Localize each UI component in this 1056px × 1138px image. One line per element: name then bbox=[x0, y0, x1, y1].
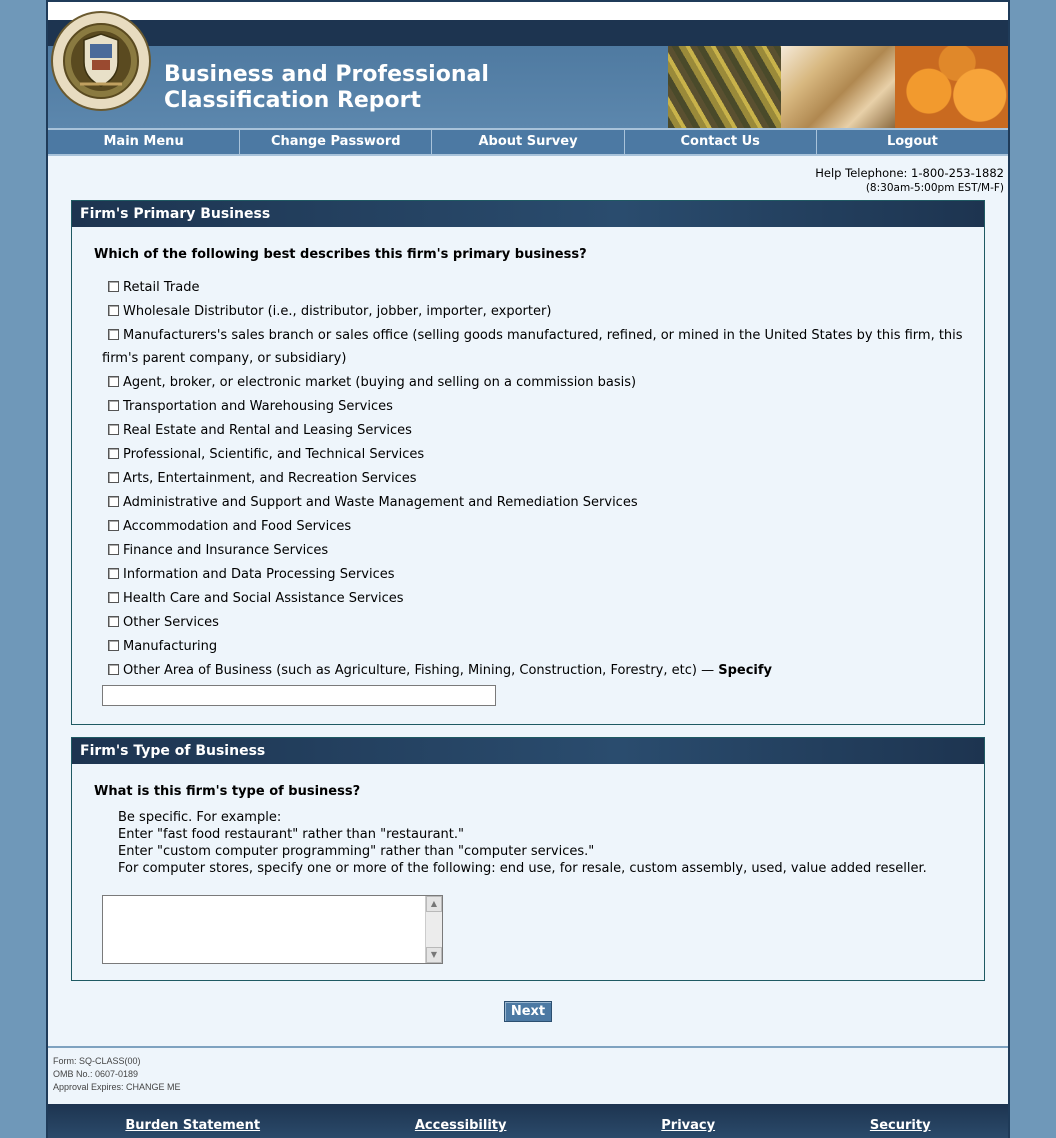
oranges-photo bbox=[895, 46, 1008, 128]
help-info bbox=[48, 156, 1008, 196]
option-label: Retail Trade bbox=[123, 280, 200, 295]
checkbox[interactable] bbox=[108, 472, 119, 483]
option-label: Professional, Scientific, and Technical Services bbox=[123, 447, 425, 462]
option-retail-trade[interactable] bbox=[102, 276, 964, 299]
option-administrative[interactable] bbox=[102, 491, 964, 514]
option-finance[interactable] bbox=[102, 539, 964, 562]
option-label bbox=[123, 659, 772, 682]
checkbox[interactable] bbox=[108, 568, 119, 579]
instruction-line: For computer stores, specify one or more of the following: end use, for resale, custom assembly, used, value added reseller. bbox=[118, 861, 927, 876]
option-label: Arts, Entertainment, and Recreation Services bbox=[123, 471, 417, 486]
checkbox[interactable] bbox=[108, 400, 119, 411]
scroll-down-icon[interactable]: ▼ bbox=[426, 947, 442, 963]
option-arts[interactable] bbox=[102, 467, 964, 490]
checkbox[interactable] bbox=[108, 520, 119, 531]
checkbox[interactable] bbox=[108, 616, 119, 627]
checkbox[interactable] bbox=[108, 544, 119, 555]
nav-logout[interactable]: Logout bbox=[886, 134, 938, 149]
option-label: Administrative and Support and Waste Management and Remediation Services bbox=[123, 495, 638, 510]
next-button[interactable]: Next bbox=[504, 1001, 552, 1022]
site-footer bbox=[48, 1104, 1008, 1138]
approval-expires: Approval Expires: CHANGE ME bbox=[53, 1082, 181, 1092]
primary-business-question: Which of the following best describes this firm's primary business? bbox=[94, 247, 587, 262]
nav-main-menu[interactable]: Main Menu bbox=[48, 130, 240, 154]
boxes-photo bbox=[781, 46, 894, 128]
type-business-panel bbox=[71, 737, 985, 981]
nav-about-survey[interactable]: About Survey bbox=[432, 130, 624, 154]
option-label: Manufacturers's sales branch or sales office (selling goods manufactured, refined, or mined in the United States by this firm, this firm's parent company, or subsidiary) bbox=[102, 328, 963, 366]
main-nav bbox=[48, 128, 1008, 156]
form-info bbox=[48, 1048, 1008, 1094]
checkbox[interactable] bbox=[108, 664, 119, 675]
instruction-line: Be specific. For example: bbox=[118, 810, 282, 825]
omb-number: OMB No.: 0607-0189 bbox=[53, 1069, 139, 1079]
option-label: Real Estate and Rental and Leasing Services bbox=[123, 423, 412, 438]
primary-business-options bbox=[72, 262, 984, 682]
option-professional[interactable] bbox=[102, 443, 964, 466]
checkbox[interactable] bbox=[108, 640, 119, 651]
option-label: Other Services bbox=[123, 615, 219, 630]
title-line-2: Classification Report bbox=[164, 88, 422, 113]
title-line-1: Business and Professional bbox=[164, 62, 489, 87]
option-health-care[interactable] bbox=[102, 587, 964, 610]
option-accommodation[interactable] bbox=[102, 515, 964, 538]
gears-photo bbox=[668, 46, 781, 128]
checkbox[interactable] bbox=[108, 376, 119, 387]
nav-change-password[interactable]: Change Password bbox=[240, 130, 432, 154]
primary-business-heading: Firm's Primary Business bbox=[72, 201, 984, 227]
option-information[interactable] bbox=[102, 563, 964, 586]
page-title bbox=[164, 62, 489, 114]
site-header bbox=[48, 20, 1008, 128]
actions bbox=[48, 981, 1008, 1022]
type-business-heading: Firm's Type of Business bbox=[72, 738, 984, 764]
nav-contact-us[interactable]: Contact Us bbox=[625, 130, 817, 154]
help-telephone: Help Telephone: 1-800-253-1882 bbox=[815, 166, 1004, 180]
type-business-instructions bbox=[72, 799, 984, 877]
top-strip bbox=[48, 2, 1008, 20]
instruction-line: Enter "fast food restaurant" rather than "restaurant." bbox=[118, 827, 464, 842]
form-number: Form: SQ-CLASS(00) bbox=[53, 1056, 141, 1066]
census-seal-icon bbox=[50, 10, 152, 112]
specify-input[interactable] bbox=[102, 685, 496, 706]
type-business-question: What is this firm's type of business? bbox=[94, 784, 361, 799]
help-hours: (8:30am-5:00pm EST/M-F) bbox=[865, 182, 1004, 194]
burden-statement-link[interactable]: Burden Statement bbox=[125, 1118, 261, 1133]
option-wholesale[interactable] bbox=[102, 300, 964, 323]
option-label: Health Care and Social Assistance Services bbox=[123, 591, 404, 606]
option-transportation[interactable] bbox=[102, 395, 964, 418]
option-agent-broker[interactable] bbox=[102, 371, 964, 394]
option-other-area[interactable] bbox=[102, 659, 964, 682]
checkbox[interactable] bbox=[108, 448, 119, 459]
textarea-scrollbar[interactable] bbox=[425, 896, 442, 963]
option-label: Transportation and Warehousing Services bbox=[123, 399, 393, 414]
page-container bbox=[46, 0, 1010, 1138]
option-label: Manufacturing bbox=[123, 639, 218, 654]
option-other-services[interactable] bbox=[102, 611, 964, 634]
specify-label: Specify bbox=[718, 663, 773, 678]
option-label: Wholesale Distributor (i.e., distributor, jobber, importer, exporter) bbox=[123, 304, 552, 319]
instruction-line: Enter "custom computer programming" rather than "computer services." bbox=[118, 844, 595, 859]
checkbox[interactable] bbox=[108, 496, 119, 507]
checkbox[interactable] bbox=[108, 281, 119, 292]
header-photo-banner bbox=[668, 46, 1008, 128]
option-manufacturing[interactable] bbox=[102, 635, 964, 658]
accessibility-link[interactable]: Accessibility bbox=[414, 1118, 507, 1133]
checkbox[interactable] bbox=[108, 424, 119, 435]
option-label: Information and Data Processing Services bbox=[123, 567, 395, 582]
checkbox[interactable] bbox=[108, 305, 119, 316]
checkbox[interactable] bbox=[108, 592, 119, 603]
option-label: Finance and Insurance Services bbox=[123, 543, 329, 558]
security-link[interactable]: Security bbox=[869, 1118, 931, 1133]
option-label: Agent, broker, or electronic market (buying and selling on a commission basis) bbox=[123, 375, 637, 390]
option-label: Accommodation and Food Services bbox=[123, 519, 352, 534]
other-area-label: Other Area of Business (such as Agriculture, Fishing, Mining, Construction, Forestry, etc) — bbox=[123, 663, 719, 678]
type-business-textarea[interactable] bbox=[102, 895, 443, 964]
option-manufacturers-sales[interactable] bbox=[102, 324, 964, 370]
primary-business-panel bbox=[71, 200, 985, 725]
checkbox[interactable] bbox=[108, 329, 119, 340]
option-real-estate[interactable] bbox=[102, 419, 964, 442]
scroll-up-icon[interactable]: ▲ bbox=[426, 896, 442, 912]
privacy-link[interactable]: Privacy bbox=[661, 1118, 716, 1133]
